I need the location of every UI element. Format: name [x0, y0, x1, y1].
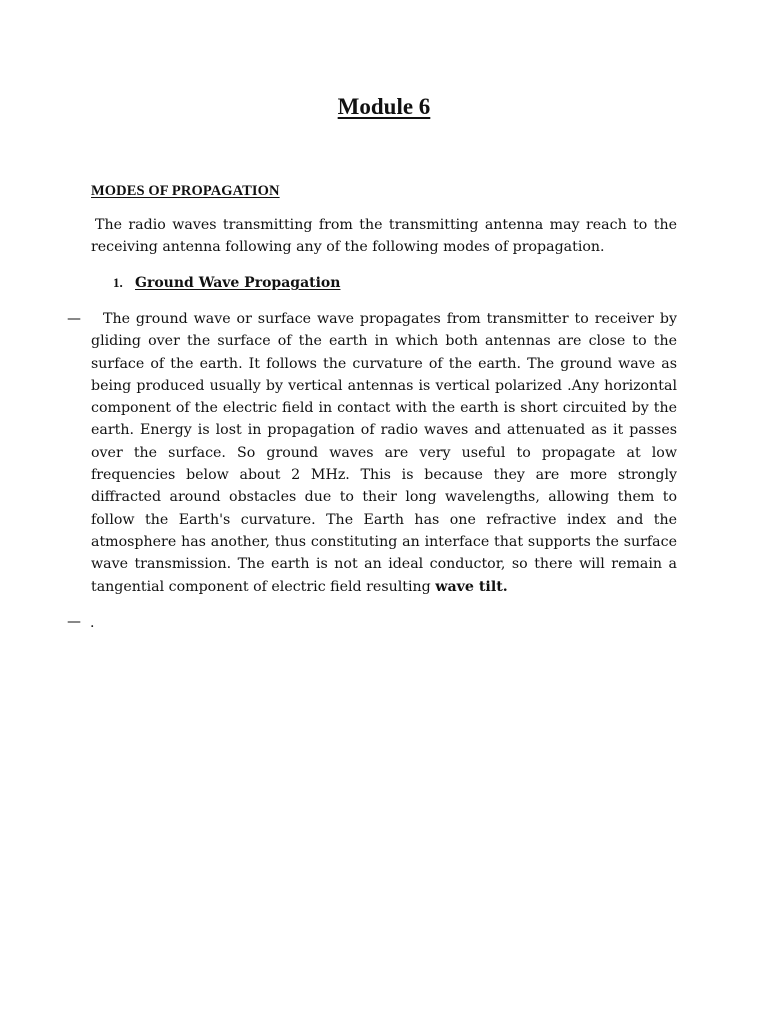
page-title: Module 6: [337, 94, 431, 119]
body-paragraph: [91, 308, 677, 598]
list-item-number: 1.: [113, 275, 123, 290]
list-item-ground-wave: [113, 273, 340, 293]
list-item-label: Ground Wave Propagation: [135, 275, 341, 291]
intro-paragraph: The radio waves transmitting from the transmitting antenna may reach to the receiving antenna following any of the following modes of propagation.: [91, 217, 677, 256]
section-heading: MODES OF PROPAGATION: [91, 183, 280, 199]
second-bullet-text: .: [90, 615, 95, 631]
bullet-marker-second: —: [67, 614, 81, 630]
body-paragraph-text: The ground wave or surface wave propagates from transmitter to receiver by gliding over the surface of the earth in which both antennas are close to the surface of the earth. It follows the curvature of the earth. The ground wave as being produced usually by vertical antennas is vertical polarized .Any horizontal component of the electric field in contact with the earth is short circuited by the earth. Energy is lost in propagation of radio waves and attenuated as it passes over the surface. So ground waves are very useful to propagate at low frequencies below about 2 MHz. This is because they are more strongly diffracted around obstacles due to their long wavelengths, allowing them to follow the Earth's curvature. The Earth has one refractive index and the atmosphere has another, thus constituting an interface that supports the surface wave transmission. The earth is not an ideal conductor, so there will remain a tangential component of electric field resulting: [91, 311, 677, 595]
body-bold-term: wave tilt.: [435, 578, 508, 595]
bullet-marker: —: [67, 311, 81, 327]
